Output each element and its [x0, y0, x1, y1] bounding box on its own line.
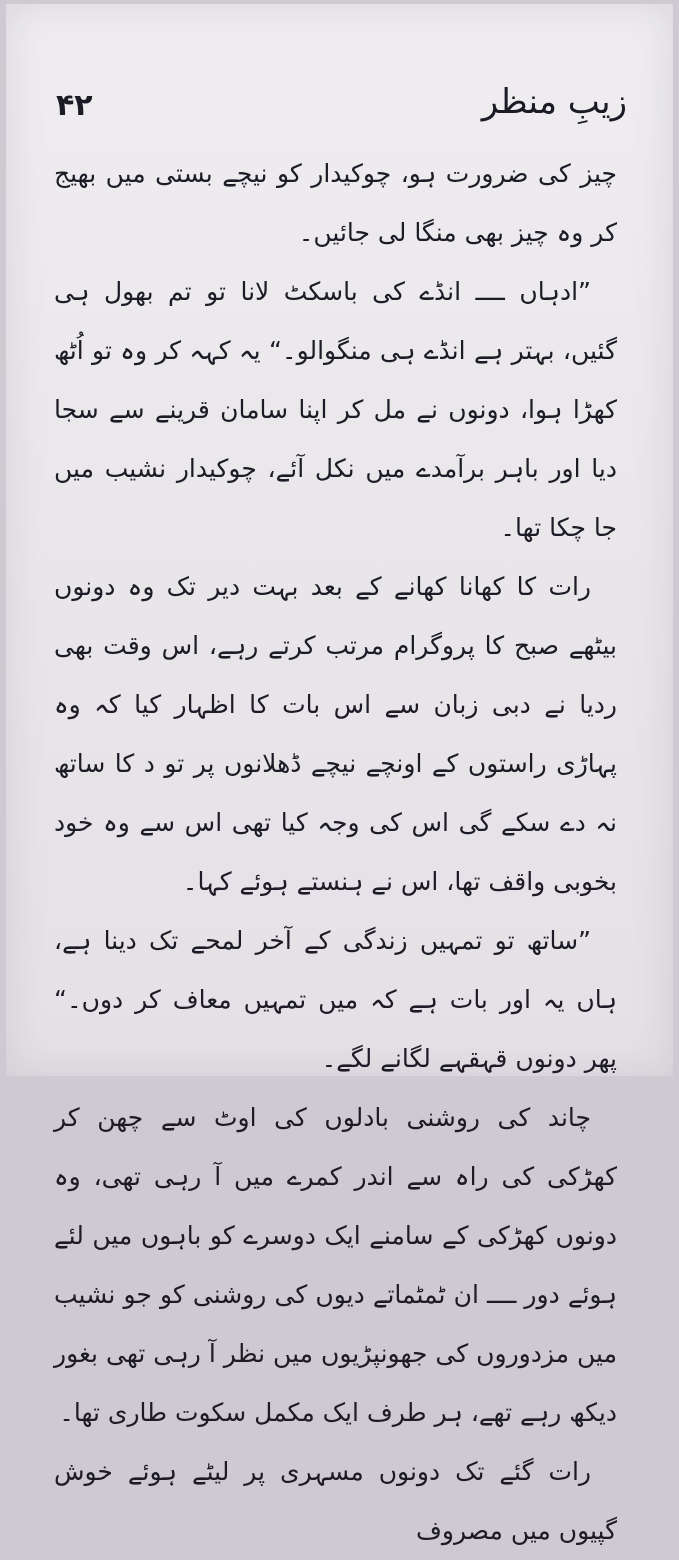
paragraph-4: ”ساتھ تو تمہیں زندگی کے آخر لمحے تک دینا ہے، ہاں یہ اور بات ہے کہ میں تمہیں معاف کر دوں۔“ پھر دونوں قہقہے لگانے لگے۔	[54, 926, 617, 1073]
paragraph-3: رات کا کھانا کھانے کے بعد بہت دیر تک وہ دونوں بیٹھے صبح کا پروگرام مرتب کرتے رہے، اس وقت بھی ردیا نے دبی زبان سے اس بات کا اظہار کیا کہ وہ پہاڑی راستوں کے اونچے نیچے ڈھلانوں پر تو د کا ساتھ نہ دے سکے گی اس کی وجہ کیا تھی اس سے وہ خود بخوبی واقف تھا، اس نے ہنستے ہوئے کہا۔	[54, 572, 617, 896]
paragraph-6: رات گئے تک دونوں مسہری پر لیٹے ہوئے خوش گپیوں میں مصروف	[54, 1457, 617, 1545]
text-body	[54, 144, 617, 1560]
paragraph-2: ”ادہاں ــــ انڈے کی باسکٹ لانا تو تم بھول ہی گئیں، بہتر ہے انڈے ہی منگوالو۔“ یہ کہہ کر وہ تو اُٹھ کھڑا ہوا، دونوں نے مل کر اپنا سامان قرینے سے سجا دیا اور باہر برآمدے میں نکل آئے، چوکیدار نشیب میں جا چکا تھا۔	[54, 277, 617, 542]
book-page	[6, 4, 673, 1545]
page-number: ۴۲	[56, 88, 93, 123]
paragraph-1: چیز کی ضرورت ہو، چوکیدار کو نیچے بستی میں بھیج کر وہ چیز بھی منگا لی جائیں۔	[54, 159, 617, 247]
paragraph-5: چاند کی روشنی بادلوں کی اوٹ سے چھن کر کھڑکی کی راہ سے اندر کمرے میں آ رہی تھی، وہ دونوں کھڑکی کے سامنے ایک دوسرے کو باہوں میں لئے ہوئے دور ــــ ان ٹمٹماتے دیوں کی روشنی کو جو نشیب میں مزدوروں کی جھونپڑیوں میں نظر آ رہی تھی بغور دیکھ رہے تھے، ہر طرف ایک مکمل سکوت طاری تھا۔	[54, 1103, 617, 1427]
running-title: زیبِ منظر	[481, 82, 627, 122]
page-header	[46, 82, 627, 128]
